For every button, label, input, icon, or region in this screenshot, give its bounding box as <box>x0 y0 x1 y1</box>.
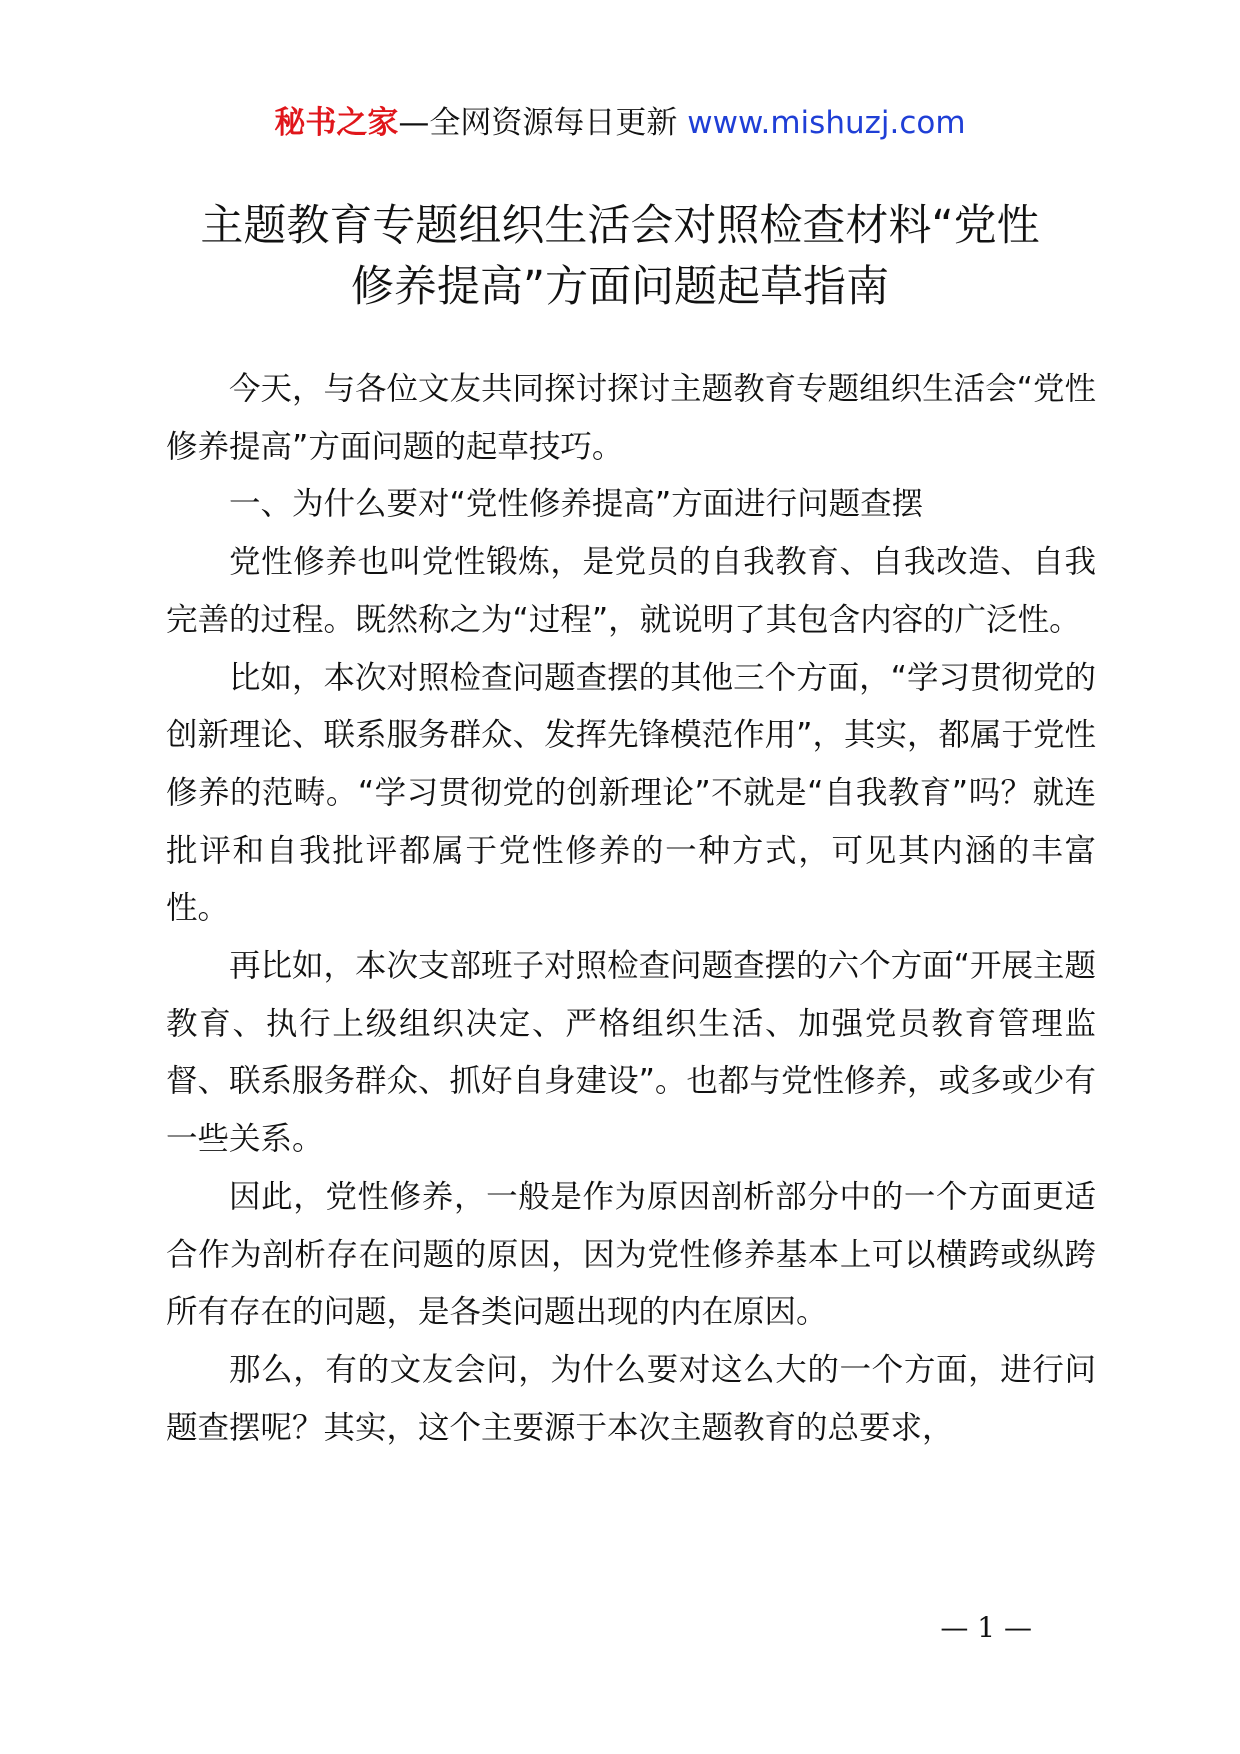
banner-tagline: —全网资源每日更新 <box>398 105 678 141</box>
title-line-1: 主题教育专题组织生活会对照检查材料“党性 <box>200 201 1040 251</box>
document-body <box>166 361 1096 1457</box>
title-line-2: 修养提高”方面问题起草指南 <box>350 262 890 312</box>
page-number: — 1 — <box>940 1611 1032 1644</box>
section-heading-1: 一、为什么要对“党性修养提高”方面进行问题查摆 <box>229 486 924 523</box>
brand-name: 秘书之家 <box>274 105 399 141</box>
paragraph-intro: 今天，与各位文友共同探讨探讨主题教育专题组织生活会“党性修养提高”方面问题的起草技巧。 <box>166 371 1096 465</box>
paragraph: 党性修养也叫党性锻炼，是党员的自我教育、自我改造、自我完善的过程。既然称之为“过程”，就说明了其包含内容的广泛性。 <box>166 544 1096 638</box>
paragraph: 那么，有的文友会问，为什么要对这么大的一个方面，进行问题查摆呢？其实，这个主要源于本次主题教育的总要求， <box>166 1351 1096 1446</box>
document-title <box>150 196 1090 318</box>
site-banner <box>0 98 1240 148</box>
site-url-link[interactable]: www.mishuzj.com <box>687 105 966 141</box>
paragraph: 再比如，本次支部班子对照检查问题查摆的六个方面“开展主题教育、执行上级组织决定、严格组织生活、加强党员教育管理监督、联系服务群众、抓好自身建设”。也都与党性修养，或多或少有一些关系。 <box>166 948 1096 1158</box>
paragraph: 比如，本次对照检查问题查摆的其他三个方面，“学习贯彻党的创新理论、联系服务群众、发挥先锋模范作用”，其实，都属于党性修养的范畴。“学习贯彻党的创新理论”不就是“自我教育”吗？就连批评和自我批评都属于党性修养的一种方式，可见其内涵的丰富性。 <box>166 659 1096 927</box>
paragraph: 因此，党性修养，一般是作为原因剖析部分中的一个方面更适合作为剖析存在问题的原因，因为党性修养基本上可以横跨或纵跨所有存在的问题，是各类问题出现的内在原因。 <box>166 1178 1096 1331</box>
